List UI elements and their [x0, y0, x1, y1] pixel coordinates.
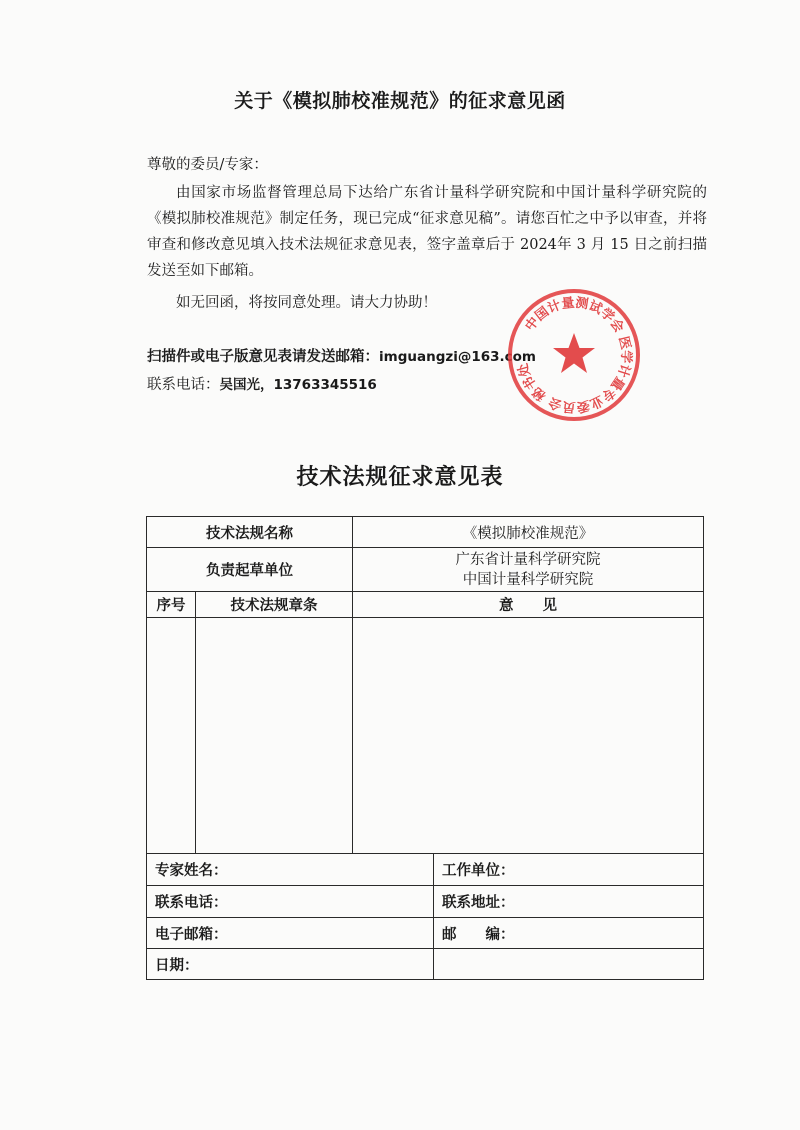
email-label: 扫描件或电子版意见表请发送邮箱：	[147, 348, 379, 365]
seal-text: 中国计量测试学会 医学计量专业委员会 秘书处	[515, 295, 634, 415]
contact-address-field[interactable]: 联系地址：	[434, 886, 704, 918]
phone-line	[147, 373, 377, 394]
phone-value: 吴国光，13763345516	[219, 377, 377, 393]
drafter-value	[353, 548, 704, 592]
column-header-opinion: 意 见	[353, 592, 704, 618]
opinion-form-table	[146, 516, 704, 980]
column-header-clause: 技术法规章条	[196, 592, 353, 618]
letter-paragraph-1: 由国家市场监督管理总局下达给广东省计量科学研究院和中国计量科学研究院的《模拟肺校准规范》制定任务，现已完成“征求意见稿”。请您百忙之中予以审查，并将审查和修改意见填入技术法规征求意见表，签字盖章后于 2024年 3 月 15 日之前扫描发送至如下邮箱。	[147, 185, 707, 279]
greeting: 尊敬的委员/专家：	[147, 157, 268, 173]
drafter-unit-1: 广东省计量科学研究院	[455, 551, 601, 568]
postcode-field[interactable]: 邮 编：	[434, 918, 704, 949]
email-line	[147, 345, 536, 366]
letter-paragraph-2: 如无回函，将按同意处理。请大力协助！	[176, 295, 437, 311]
date-field[interactable]: 日期：	[147, 949, 434, 980]
official-seal	[504, 285, 644, 425]
contact-phone-field[interactable]: 联系电话：	[147, 886, 434, 918]
expert-name-field[interactable]: 专家姓名：	[147, 854, 434, 886]
work-unit-field[interactable]: 工作单位：	[434, 854, 704, 886]
regulation-name-label: 技术法规名称	[147, 517, 353, 548]
email-field[interactable]: 电子邮箱：	[147, 918, 434, 949]
letter-title: 关于《模拟肺校准规范》的征求意见函	[234, 90, 566, 112]
email-address: imguangzi@163.com	[379, 349, 536, 365]
column-header-seq: 序号	[147, 592, 196, 618]
form-title: 技术法规征求意见表	[296, 464, 504, 490]
seq-cell[interactable]	[147, 618, 196, 854]
drafter-unit-2: 中国计量科学研究院	[462, 571, 594, 588]
opinion-cell[interactable]	[353, 618, 704, 854]
phone-label: 联系电话：	[147, 377, 220, 393]
clause-cell[interactable]	[196, 618, 353, 854]
regulation-name-value: 《模拟肺校准规范》	[353, 517, 704, 548]
drafter-label: 负责起草单位	[147, 548, 353, 592]
date-blank-cell	[434, 949, 704, 980]
